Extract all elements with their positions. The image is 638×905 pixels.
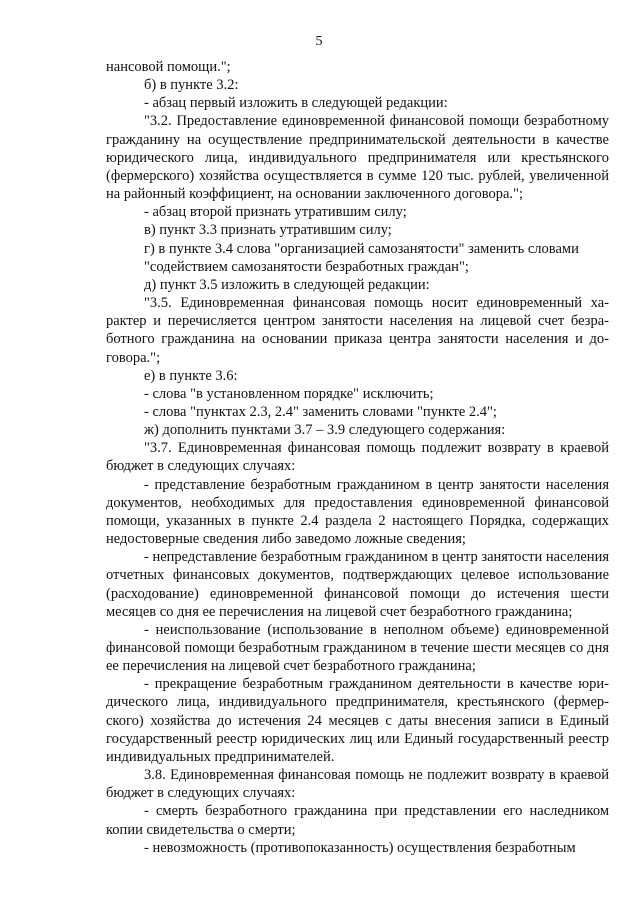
paragraph: в) пункт 3.3 признать утратившим силу; <box>144 222 392 239</box>
paragraph: - слова "в установленном порядке" исключить; <box>144 385 434 402</box>
paragraph: 3.8. Единовременная финансовая помощь не подлежит возврату в краевой бюджет в следующих случаях: <box>106 767 609 802</box>
paragraph: - непредставление безработным гражданином в центр занятости населения отчетных финансовых документов, подтверждающих целевое использование (расходование) единовременной финансовой помощи до истечения шести месяцев со дня ее перечисления на лицевой счет безработного гражданина; <box>106 549 609 620</box>
page-number: 5 <box>315 34 323 49</box>
paragraph: д) пункт 3.5 изложить в следующей редакции: <box>144 276 430 293</box>
paragraph: е) в пункте 3.6: <box>144 367 238 384</box>
paragraph: нансовой помощи."; <box>106 59 231 75</box>
paragraph: "3.5. Единовременная финансовая помощь носит единовременный характер и перечисляется центром занятости населения на лицевой счет безработного гражданина на основании приказа центра занятости населения и договора."; <box>106 295 609 366</box>
paragraph: - представление безработным гражданином в центр занятости населения документов, необходимых для предоставления единовременной финансовой помощи, указанных в пункте 2.4 раздела 2 настоящего Порядка, содержащих недостоверные сведения либо заведомо ложные сведения; <box>106 476 609 548</box>
document-body <box>106 58 609 857</box>
paragraph: "3.7. Единовременная финансовая помощь подлежит возврату в краевой бюджет в следующих случаях: <box>106 440 609 475</box>
paragraph: "3.2. Предоставление единовременной финансовой помощи безработному гражданину на осуществление предпринимательской деятельности в качестве юридического лица, индивидуального предпринимателя или крестьянского (фермерского) хозяйства осуществляется в сумме 120 тыс. рублей, увеличенной на районный коэффициент, на основании заключенного договора."; <box>106 113 609 203</box>
paragraph: - абзац первый изложить в следующей редакции: <box>144 95 448 112</box>
paragraph: - прекращение безработным гражданином деятельности в качестве юридического лица, индивидуального предпринимателя, крестьянского (фермерского) хозяйства до истечения 24 месяцев с даты внесения записи в Единый государственный реестр юридических лиц или Единый государственный реестр индивидуальных предпринимателей. <box>106 676 609 765</box>
paragraph: - неиспользование (использование в неполном объеме) единовременной финансовой помощи безработным гражданином в течение шести месяцев со дня ее перечисления на лицевой счет безработного гражданина; <box>106 621 609 675</box>
paragraph: г) в пункте 3.4 слова "организацией самозанятости" заменить словами <box>144 240 579 257</box>
paragraph: б) в пункте 3.2: <box>144 77 239 94</box>
paragraph: - слова "пунктах 2.3, 2.4" заменить словами "пункте 2.4"; <box>144 403 497 420</box>
paragraph: ж) дополнить пунктами 3.7 – 3.9 следующего содержания: <box>144 422 506 439</box>
paragraph: - невозможность (противопоказанность) осуществления безработным <box>144 839 576 856</box>
paragraph: - смерть безработного гражданина при представлении его наследником копии свидетельства о смерти; <box>106 803 609 838</box>
paragraph: "содействием самозанятости безработных граждан"; <box>144 258 469 275</box>
paragraph: - абзац второй признать утратившим силу; <box>144 204 407 221</box>
